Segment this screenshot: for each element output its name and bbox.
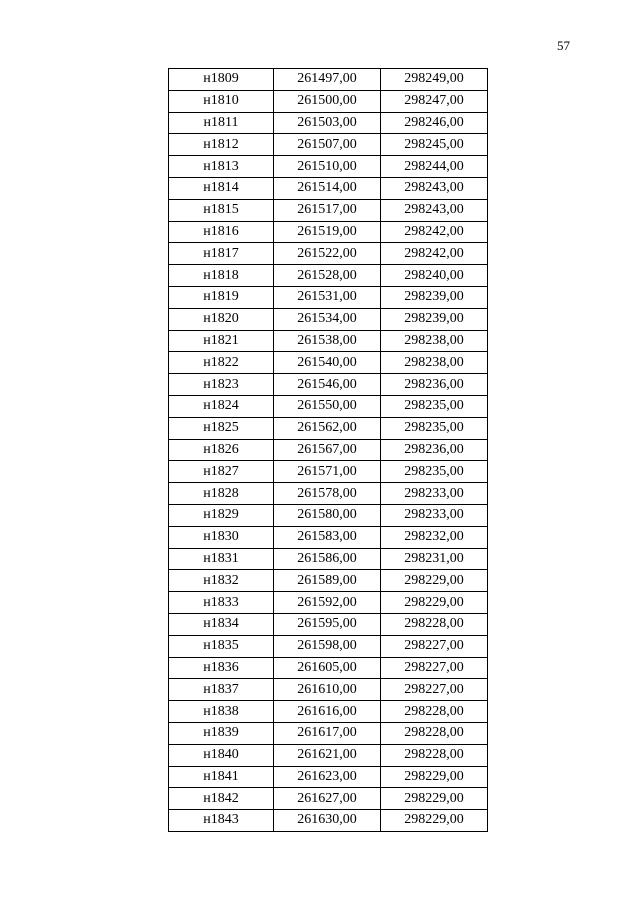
table-row (169, 112, 488, 134)
y-coordinate-cell: 298246,00 (381, 112, 488, 134)
y-coordinate-cell: 298228,00 (381, 744, 488, 766)
x-coordinate-cell: 261623,00 (274, 766, 381, 788)
table-row (169, 592, 488, 614)
y-coordinate-cell: 298235,00 (381, 461, 488, 483)
x-coordinate-cell: 261580,00 (274, 504, 381, 526)
point-id-cell: н1840 (169, 744, 274, 766)
y-coordinate-cell: 298236,00 (381, 374, 488, 396)
x-coordinate-cell: 261617,00 (274, 722, 381, 744)
table-row (169, 744, 488, 766)
table-row (169, 722, 488, 744)
y-coordinate-cell: 298235,00 (381, 395, 488, 417)
y-coordinate-cell: 298228,00 (381, 701, 488, 723)
point-id-cell: н1827 (169, 461, 274, 483)
x-coordinate-cell: 261583,00 (274, 526, 381, 548)
x-coordinate-cell: 261510,00 (274, 156, 381, 178)
point-id-cell: н1822 (169, 352, 274, 374)
point-id-cell: н1823 (169, 374, 274, 396)
x-coordinate-cell: 261567,00 (274, 439, 381, 461)
table-row (169, 374, 488, 396)
point-id-cell: н1837 (169, 679, 274, 701)
y-coordinate-cell: 298235,00 (381, 417, 488, 439)
y-coordinate-cell: 298243,00 (381, 177, 488, 199)
x-coordinate-cell: 261598,00 (274, 635, 381, 657)
table-row (169, 461, 488, 483)
y-coordinate-cell: 298239,00 (381, 286, 488, 308)
x-coordinate-cell: 261578,00 (274, 483, 381, 505)
x-coordinate-cell: 261531,00 (274, 286, 381, 308)
point-id-cell: н1842 (169, 788, 274, 810)
y-coordinate-cell: 298247,00 (381, 90, 488, 112)
point-id-cell: н1831 (169, 548, 274, 570)
x-coordinate-cell: 261550,00 (274, 395, 381, 417)
x-coordinate-cell: 261592,00 (274, 592, 381, 614)
x-coordinate-cell: 261507,00 (274, 134, 381, 156)
table-row (169, 90, 488, 112)
point-id-cell: н1841 (169, 766, 274, 788)
table-row (169, 352, 488, 374)
point-id-cell: н1836 (169, 657, 274, 679)
x-coordinate-cell: 261610,00 (274, 679, 381, 701)
y-coordinate-cell: 298229,00 (381, 766, 488, 788)
x-coordinate-cell: 261517,00 (274, 199, 381, 221)
x-coordinate-cell: 261519,00 (274, 221, 381, 243)
point-id-cell: н1821 (169, 330, 274, 352)
table-row (169, 766, 488, 788)
coordinates-table (168, 68, 488, 832)
table-row (169, 701, 488, 723)
coordinates-table-body (169, 69, 488, 832)
table-row (169, 308, 488, 330)
table-row (169, 439, 488, 461)
x-coordinate-cell: 261589,00 (274, 570, 381, 592)
table-row (169, 221, 488, 243)
table-row (169, 417, 488, 439)
x-coordinate-cell: 261546,00 (274, 374, 381, 396)
table-row (169, 483, 488, 505)
y-coordinate-cell: 298228,00 (381, 722, 488, 744)
point-id-cell: н1810 (169, 90, 274, 112)
x-coordinate-cell: 261586,00 (274, 548, 381, 570)
point-id-cell: н1828 (169, 483, 274, 505)
y-coordinate-cell: 298238,00 (381, 352, 488, 374)
point-id-cell: н1812 (169, 134, 274, 156)
point-id-cell: н1818 (169, 265, 274, 287)
point-id-cell: н1829 (169, 504, 274, 526)
y-coordinate-cell: 298240,00 (381, 265, 488, 287)
y-coordinate-cell: 298229,00 (381, 592, 488, 614)
table-row (169, 679, 488, 701)
table-row (169, 69, 488, 91)
y-coordinate-cell: 298229,00 (381, 788, 488, 810)
table-row (169, 613, 488, 635)
table-row (169, 330, 488, 352)
table-row (169, 156, 488, 178)
x-coordinate-cell: 261605,00 (274, 657, 381, 679)
y-coordinate-cell: 298233,00 (381, 483, 488, 505)
y-coordinate-cell: 298245,00 (381, 134, 488, 156)
point-id-cell: н1824 (169, 395, 274, 417)
table-row (169, 657, 488, 679)
point-id-cell: н1820 (169, 308, 274, 330)
x-coordinate-cell: 261595,00 (274, 613, 381, 635)
x-coordinate-cell: 261522,00 (274, 243, 381, 265)
point-id-cell: н1843 (169, 810, 274, 832)
point-id-cell: н1834 (169, 613, 274, 635)
table-row (169, 395, 488, 417)
x-coordinate-cell: 261627,00 (274, 788, 381, 810)
y-coordinate-cell: 298229,00 (381, 810, 488, 832)
table-row (169, 504, 488, 526)
table-row (169, 134, 488, 156)
y-coordinate-cell: 298232,00 (381, 526, 488, 548)
point-id-cell: н1809 (169, 69, 274, 91)
x-coordinate-cell: 261528,00 (274, 265, 381, 287)
x-coordinate-cell: 261500,00 (274, 90, 381, 112)
x-coordinate-cell: 261514,00 (274, 177, 381, 199)
point-id-cell: н1832 (169, 570, 274, 592)
table-row (169, 810, 488, 832)
point-id-cell: н1817 (169, 243, 274, 265)
table-row (169, 570, 488, 592)
x-coordinate-cell: 261503,00 (274, 112, 381, 134)
y-coordinate-cell: 298249,00 (381, 69, 488, 91)
point-id-cell: н1813 (169, 156, 274, 178)
table-row (169, 788, 488, 810)
y-coordinate-cell: 298242,00 (381, 221, 488, 243)
x-coordinate-cell: 261497,00 (274, 69, 381, 91)
point-id-cell: н1833 (169, 592, 274, 614)
y-coordinate-cell: 298239,00 (381, 308, 488, 330)
table-row (169, 265, 488, 287)
point-id-cell: н1838 (169, 701, 274, 723)
point-id-cell: н1815 (169, 199, 274, 221)
y-coordinate-cell: 298227,00 (381, 657, 488, 679)
table-row (169, 286, 488, 308)
table-row (169, 526, 488, 548)
y-coordinate-cell: 298243,00 (381, 199, 488, 221)
point-id-cell: н1825 (169, 417, 274, 439)
point-id-cell: н1839 (169, 722, 274, 744)
table-row (169, 199, 488, 221)
y-coordinate-cell: 298229,00 (381, 570, 488, 592)
point-id-cell: н1830 (169, 526, 274, 548)
table-row (169, 177, 488, 199)
y-coordinate-cell: 298227,00 (381, 635, 488, 657)
point-id-cell: н1811 (169, 112, 274, 134)
y-coordinate-cell: 298236,00 (381, 439, 488, 461)
y-coordinate-cell: 298233,00 (381, 504, 488, 526)
point-id-cell: н1835 (169, 635, 274, 657)
y-coordinate-cell: 298228,00 (381, 613, 488, 635)
point-id-cell: н1816 (169, 221, 274, 243)
point-id-cell: н1826 (169, 439, 274, 461)
x-coordinate-cell: 261562,00 (274, 417, 381, 439)
y-coordinate-cell: 298227,00 (381, 679, 488, 701)
point-id-cell: н1814 (169, 177, 274, 199)
y-coordinate-cell: 298238,00 (381, 330, 488, 352)
x-coordinate-cell: 261630,00 (274, 810, 381, 832)
x-coordinate-cell: 261540,00 (274, 352, 381, 374)
y-coordinate-cell: 298231,00 (381, 548, 488, 570)
x-coordinate-cell: 261571,00 (274, 461, 381, 483)
y-coordinate-cell: 298244,00 (381, 156, 488, 178)
x-coordinate-cell: 261534,00 (274, 308, 381, 330)
page-number: 57 (557, 38, 570, 53)
y-coordinate-cell: 298242,00 (381, 243, 488, 265)
x-coordinate-cell: 261616,00 (274, 701, 381, 723)
x-coordinate-cell: 261621,00 (274, 744, 381, 766)
table-row (169, 243, 488, 265)
point-id-cell: н1819 (169, 286, 274, 308)
x-coordinate-cell: 261538,00 (274, 330, 381, 352)
table-row (169, 635, 488, 657)
table-row (169, 548, 488, 570)
